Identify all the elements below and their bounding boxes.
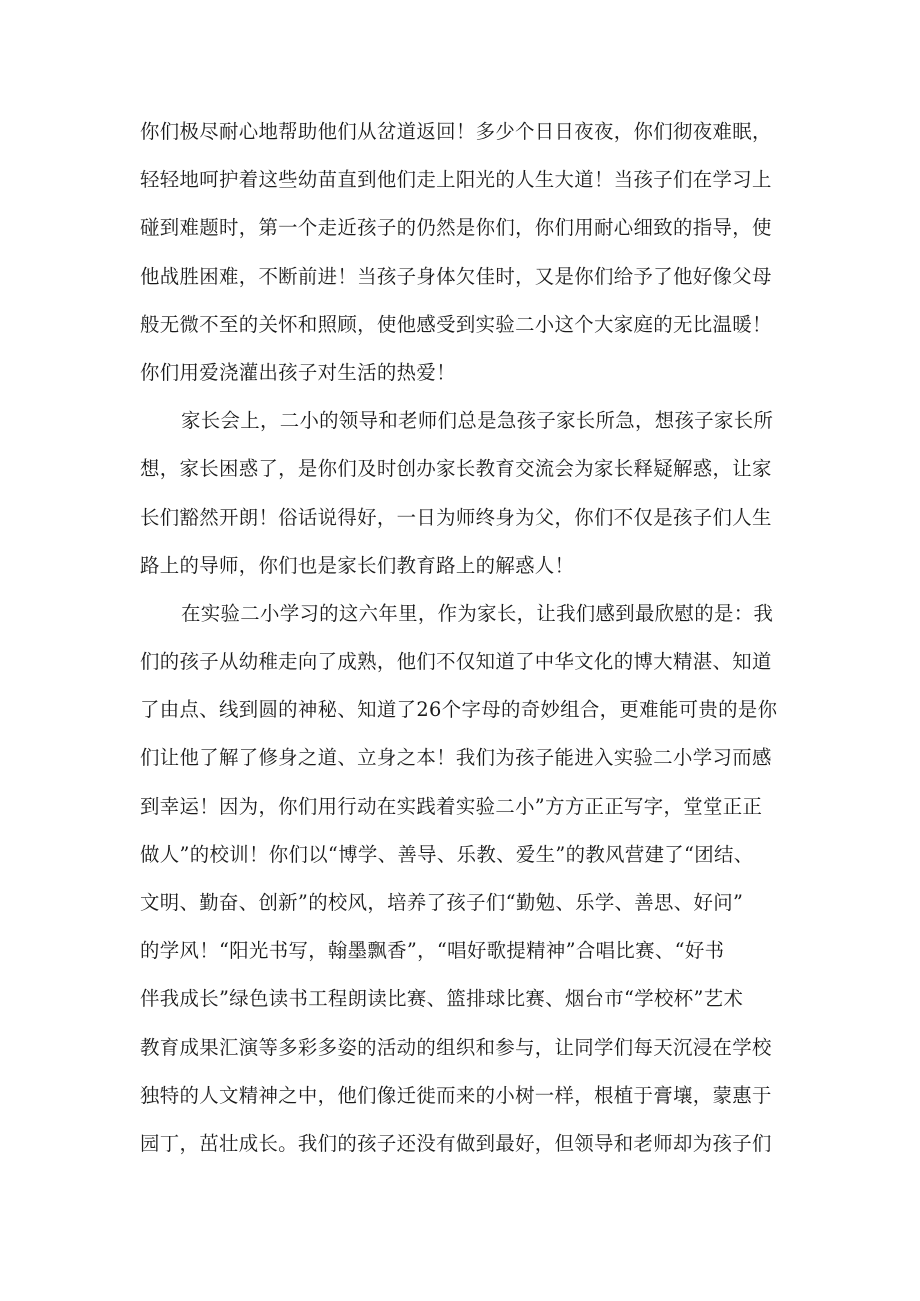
body-text	[140, 115, 790, 1175]
text-line: 伴我成长”绿色读书工程朗读比赛、篮排球比赛、烟台市“学校杯”艺术	[140, 987, 744, 1011]
paragraph-2	[140, 404, 790, 597]
text-line: 教育成果汇演等多彩多姿的活动的组织和参与，让同学们每天沉浸在学校	[140, 1035, 772, 1059]
text-line: 想，家长困惑了，是你们及时创办家长教育交流会为家长释疑解惑，让家	[140, 457, 772, 481]
paragraph-1	[140, 115, 790, 404]
text-line: 他战胜困难，不断前进！当孩子身体欠佳时，又是你们给予了他好像父母	[140, 264, 772, 288]
text-line: 到幸运！因为，你们用行动在实践着实验二小”方方正正写字，堂堂正正	[140, 794, 763, 818]
text-line: 长们豁然开朗！俗话说得好，一日为师终身为父，你们不仅是孩子们人生	[140, 505, 772, 529]
text-line: 们的孩子从幼稚走向了成熟，他们不仅知道了中华文化的博大精湛、知道	[140, 650, 772, 674]
text-line: 园丁，茁壮成长。我们的孩子还没有做到最好，但领导和老师却为孩子们	[140, 1131, 772, 1155]
text-line: 般无微不至的关怀和照顾，使他感受到实验二小这个大家庭的无比温暖！	[140, 312, 772, 336]
text-line: 你们用爱浇灌出孩子对生活的热爱！	[140, 360, 456, 384]
text-line: 们让他了解了修身之道、立身之本！我们为孩子能进入实验二小学习而感	[140, 746, 772, 770]
text-line: 路上的导师，你们也是家长们教育路上的解惑人！	[140, 553, 575, 577]
text-line: 文明、勤奋、创新”的校风，培养了孩子们“勤勉、乐学、善思、好问”	[140, 891, 744, 914]
text-line: 家长会上，二小的领导和老师们总是急孩子家长所急，想孩子家长所	[181, 409, 774, 433]
text-line: 碰到难题时，第一个走近孩子的仍然是你们，你们用耐心细致的指导，使	[140, 216, 772, 240]
text-line: 做人”的校训！你们以“博学、善导、乐教、爱生”的教风营建了“团结、	[140, 842, 754, 866]
text-line: 你们极尽耐心地帮助他们从岔道返回！多少个日日夜夜，你们彻夜难眠，	[140, 120, 772, 143]
text-line: 独特的人文精神之中，他们像迁徙而来的小树一样，根植于膏壤，蒙惠于	[140, 1083, 772, 1107]
text-line: 在实验二小学习的这六年里，作为家长，让我们感到最欣慰的是：我	[181, 601, 774, 625]
paragraph-3	[140, 597, 790, 1175]
text-line: 了由点、线到圆的神秘、知道了26个字母的奇妙组合，更难能可贵的是你	[140, 698, 778, 722]
text-line: 的学风！“阳光书写，翰墨飘香”，“唱好歌提精神”合唱比赛、“好书	[140, 939, 725, 963]
text-line: 轻轻地呵护着这些幼苗直到他们走上阳光的人生大道！当孩子们在学习上	[140, 168, 772, 192]
